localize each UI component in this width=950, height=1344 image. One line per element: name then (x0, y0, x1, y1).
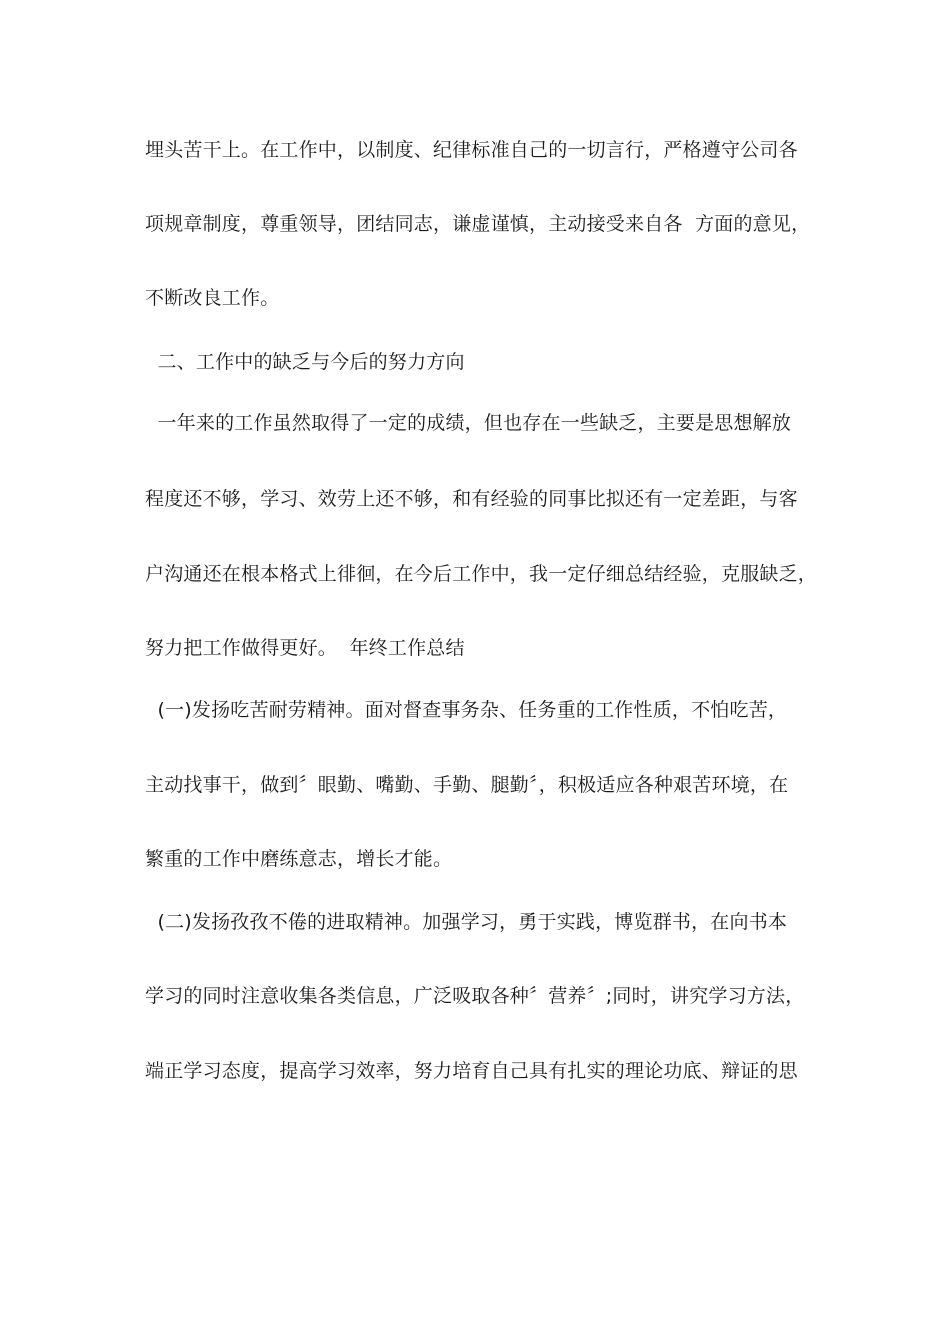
paragraph-line: 埋头苦干上。在工作中，以制度、纪律标准自己的一切言行，严格遵守公司各 (145, 139, 798, 161)
paragraph-line: (一)发扬吃苦耐劳精神。面对督查事务杂、任务重的工作性质，不怕吃苦， (145, 699, 788, 721)
paragraph-line: 不断改良工作。 (145, 287, 280, 309)
paragraph-line: (二)发扬孜孜不倦的进取精神。加强学习，勇于实践，博览群书，在向书本 (145, 911, 788, 933)
paragraph-line: 项规章制度，尊重领导，团结同志，谦虚谨慎，主动接受来自各 方面的意见， (145, 213, 811, 235)
paragraph-line: 端正学习态度，提高学习效率，努力培育自己具有扎实的理论功底、辩证的思 (145, 1060, 798, 1082)
paragraph-line: 程度还不够，学习、效劳上还不够，和有经验的同事比拟还有一定差距，与客 (145, 488, 798, 510)
paragraph-line: 努力把工作做得更好。 年终工作总结 (145, 637, 465, 659)
paragraph-line: 户沟通还在根本格式上徘徊，在今后工作中，我一定仔细总结经验，克服缺乏， (145, 563, 818, 585)
paragraph-line: 繁重的工作中磨练意志，增长才能。 (145, 848, 453, 870)
paragraph-line: 主动找事干，做到〞眼勤、嘴勤、手勤、腿勤〞，积极适应各种艰苦环境，在 (145, 774, 789, 796)
paragraph-line: 学习的同时注意收集各类信息，广泛吸取各种〞营养〞;同时，讲究学习方法， (145, 985, 805, 1007)
section-heading: 二、工作中的缺乏与今后的努力方向 (145, 351, 465, 373)
paragraph-line: 一年来的工作虽然取得了一定的成绩，但也存在一些缺乏，主要是思想解放 (145, 412, 792, 434)
